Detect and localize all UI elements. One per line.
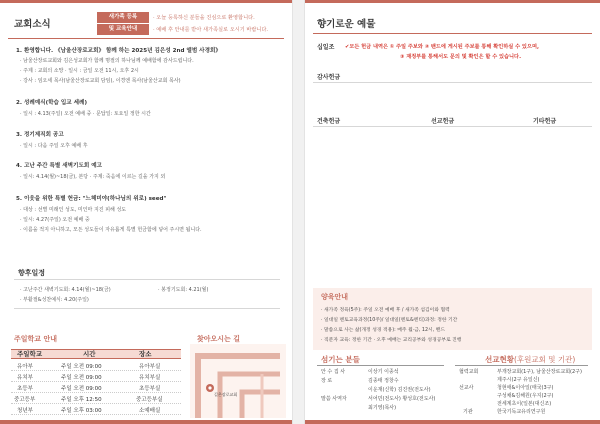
table-cell: 중고등부 [14, 397, 36, 403]
nurture-guide-line: · 새가족 정육(5주): 주일 오전 예배 후 / 새가족 섬김이와 협력 [321, 308, 450, 313]
nurture-guide-box [313, 288, 592, 350]
table-cell: 청년부 [17, 408, 33, 414]
table-cell: 유치부실 [139, 375, 161, 381]
sunday-school-title: 주일학교 안내 [14, 335, 58, 343]
thanks-offering-label: 감사헌금 [317, 74, 341, 81]
news-item-4-line: · 일시: 4.14(월)~18(금), 본당 · 주제: 죽음에 이르는 길을 가지 외 [20, 174, 166, 180]
header-divider [8, 38, 284, 39]
mission-entry: 구성채&김해원(우지(2구) [497, 393, 554, 399]
mission-category: 선교사 [459, 385, 474, 391]
column-header: 장소 [139, 350, 152, 358]
server-names: 서어민(전도사) 황성호(전도사) [368, 396, 436, 402]
pin-center [208, 386, 211, 389]
table-cell: 유아부실 [139, 364, 161, 370]
table-row [11, 360, 181, 371]
table-cell: 주일 오후 12:50 [61, 397, 102, 403]
welcome-note: · 오늘 등록하신 분들을 진심으로 환영합니다. [153, 15, 255, 21]
offering-rule [313, 82, 592, 83]
mission-entry: 제주시(2구 유일신) [497, 377, 540, 383]
table-cell: 유치부 [17, 375, 33, 381]
table-cell: 주일 오후 03:00 [61, 408, 102, 414]
table-cell: 주일 오전 09:00 [61, 386, 102, 392]
directions-title: 찾아오시는 길 [197, 335, 241, 343]
server-role: 말씀 사역자 [321, 396, 347, 402]
table-cell: 주일 오전 09:00 [61, 375, 102, 381]
column-header: 시간 [83, 350, 96, 358]
server-names: 이상기 이종석 [368, 369, 399, 375]
news-item-5-line: · 대상 : 선별 미래인 성도, 미인마 지진 피해 성도 [20, 207, 127, 213]
offering-notice: ③ 재정부를 통해서도 문의 및 확인은 할 수 있습니다. [400, 54, 522, 60]
sunday-school-header [11, 349, 181, 359]
server-role: 장 로 [321, 378, 333, 384]
church-news-title: 교회소식 [14, 19, 51, 30]
missions-title-text: 선교현황 [485, 355, 514, 364]
table-cell: 주일 오전 09:00 [61, 364, 102, 370]
schedule-line: · 봉정기도회: 4.21(월) [158, 287, 209, 293]
column-header: 주일학교 [17, 350, 43, 358]
news-item-5-title: 5. 이웃을 위한 특별 헌금: "느헤미야(하나님의 위로) seed" [16, 196, 167, 202]
nurture-guide-title: 양육안내 [321, 293, 349, 301]
news-item-2-line: · 일시 : 4.13(주일) 오전 예배 중 · 문답일: 토요일 정한 시간 [20, 111, 151, 117]
server-names: 이운재(신학) 김진권(전도사) [368, 387, 431, 393]
table-cell: 소예배실 [139, 408, 161, 414]
church-map-label: 길은장로교회 [214, 392, 238, 397]
mission-category: 협력교회 [459, 369, 479, 375]
mission-entry: 부개장교회(1구), 남울산장로교회(2구) [497, 369, 582, 375]
schedule-line: · 고난주간 새벽기도회: 4.14(월)~18(금) [20, 287, 111, 293]
schedule-divider [14, 279, 280, 280]
education-badge: 및 교육안내 [97, 24, 149, 35]
table-cell: 초등부실 [139, 386, 161, 392]
new-family-badge: 새가족 등록 [97, 12, 149, 23]
news-item-1-line: · 남울산장로교회와 김은성교회가 함께 명절의 하나님께 예배함에 감사드립니다. [20, 58, 194, 64]
news-item-5-line: · 이름을 적지 아니하고, 모든 성도들이 자유롭게 특별 헌금함에 넣어 주시면 됩니다. [20, 227, 202, 233]
news-item-2-title: 2. 성례예식(학습 입교 세례) [16, 100, 88, 106]
mission-entry: 청현애&이아일(태국(3구) [497, 385, 554, 391]
news-item-1-title: 1. 환영합니다. 《남울산장로교회》 함께 하는 2025년 김은성 2nd 앨범 사경회》 [16, 48, 221, 54]
schedule-line: · 부활절&성찬예식: 4.20(주일) [20, 297, 89, 303]
offering-divider [313, 33, 592, 34]
schedule-divider [14, 308, 280, 309]
building-offering-label: 건축헌금 [317, 118, 341, 125]
news-item-1-line: · 주제 : 교회의 소망 · 일시 : 금일 오전 11시, 오후 2시 [20, 68, 139, 74]
server-names: 최기영(목사) [368, 405, 397, 411]
table-row [11, 371, 181, 382]
table-cell: 중고등부실 [136, 397, 163, 403]
tithe-label: 십일조 [317, 44, 335, 51]
mission-offering-label: 선교헌금 [431, 118, 455, 125]
mission-entry: 한국기독교유리연구원 [497, 409, 546, 415]
table-row [11, 393, 181, 404]
offering-notice: ✔모든 헌금 내역은 ① 주일 주보와 ② 밴드에 게시된 주보를 통해 확인하실 수 있으며, [345, 44, 539, 50]
directions-map [190, 344, 286, 418]
missions-title [485, 354, 575, 365]
left-page [0, 0, 293, 424]
missions-divider [455, 365, 588, 366]
news-item-3-line: · 일시 : 다음 주일 오후 예배 후 [20, 143, 88, 149]
top-accent-bar [0, 0, 292, 3]
guidance-note: · 예배 후 안내를 받아 새가족실로 오시기 바랍니다. [153, 27, 269, 33]
top-accent-bar [305, 0, 600, 3]
nurture-guide-line: · 일대일 멘토교육과정(10주)/ 일대일(멘토&멘티)과정: 정한 기간 [321, 318, 458, 323]
bottom-accent-bar [0, 420, 292, 424]
missions-subtitle: (후원교회 및 기관) [513, 355, 576, 364]
table-cell: 유아부 [17, 364, 33, 370]
servers-title: 섬기는 분들 [321, 355, 360, 364]
mission-entry: 전세계초이(일본(대신조) [497, 401, 552, 407]
news-item-1-line: · 강사 : 임오세 목사(남울산장로교회 담임), 이경엔 목사(남울산교회 목사) [20, 78, 181, 84]
news-item-3-title: 3. 정기제직회 공고 [16, 132, 64, 138]
news-item-4-title: 4. 고난 주간 특별 새벽기도회 예고 [16, 163, 103, 169]
server-role: 안 수 집 사 [321, 369, 346, 375]
nurture-guide-line: · 직분자 교육: 정한 기간 · 오후 예배는 교리공부와 성경공부로 진행 [321, 338, 462, 343]
server-names: 김종태 정창수 [368, 378, 399, 384]
mission-category: 기관 [463, 409, 473, 415]
nurture-guide-line: · 말씀으로 사는 삶(개정 성경 적용): 매주 월·금, 12시, 밴드 [321, 328, 445, 333]
other-offering-label: 기타헌금 [533, 118, 557, 125]
page-gutter [293, 0, 304, 424]
news-item-5-line: · 일시: 4.27(주일) 오전 예배 중 [20, 217, 90, 223]
servers-divider [317, 365, 444, 366]
offering-rule [313, 126, 592, 127]
table-row [11, 404, 181, 415]
offering-title: 향기로운 예물 [317, 19, 376, 30]
bottom-accent-bar [305, 420, 600, 424]
table-row [11, 382, 181, 393]
right-page [304, 0, 600, 424]
table-cell: 초등부 [17, 386, 33, 392]
schedule-title: 향후일정 [18, 269, 46, 277]
